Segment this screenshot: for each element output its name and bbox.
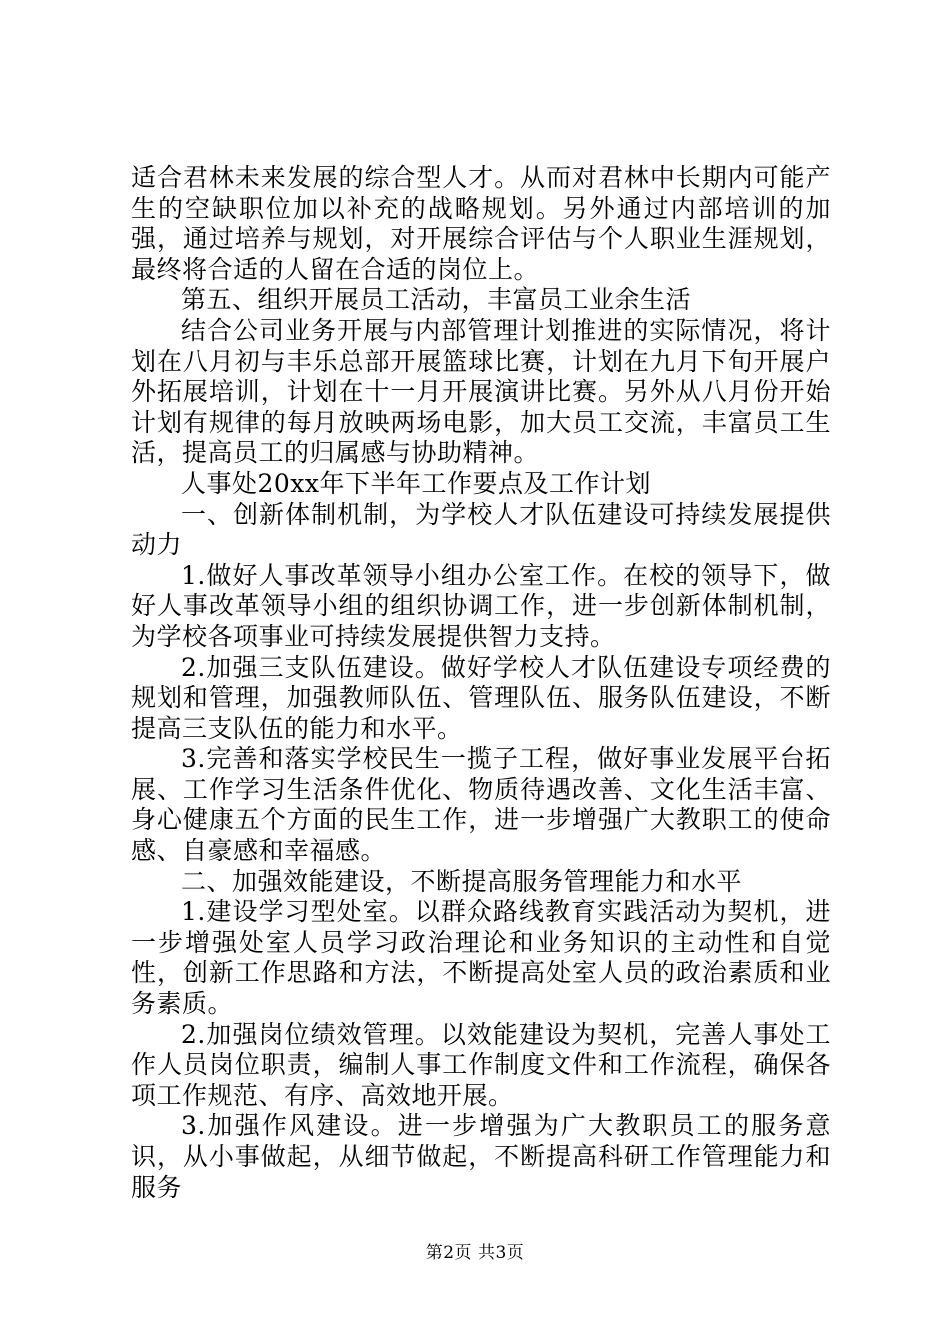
section-heading-one: 一、创新体制机制，为学校人才队伍建设可持续发展提供动力 bbox=[131, 499, 831, 560]
list-item-1-2: 2.加强三支队伍建设。做好学校人才队伍建设专项经费的规划和管理，加强教师队伍、管理队伍、服务队伍建设，不断提高三支队伍的能力和水平。 bbox=[131, 652, 831, 743]
document-body bbox=[131, 163, 831, 1203]
document-title: 人事处20xx年下半年工作要点及工作计划 bbox=[181, 468, 652, 498]
list-item-1-1: 1.做好人事改革领导小组办公室工作。在校的领导下，做好人事改革领导小组的组织协调工作，进一步创新体制机制，为学校各项事业可持续发展提供智力支持。 bbox=[131, 560, 831, 651]
paragraph-1: 适合君林未来发展的综合型人才。从而对君林中长期内可能产生的空缺职位加以补充的战略规划。另外通过内部培训的加强，通过培养与规划，对开展综合评估与个人职业生涯规划，最终将合适的人留在合适的岗位上。 bbox=[131, 163, 831, 284]
list-item-2-2: 2.加强岗位绩效管理。以效能建设为契机，完善人事处工作人员岗位职责，编制人事工作制度文件和工作流程，确保各项工作规范、有序、高效地开展。 bbox=[131, 1019, 831, 1110]
page-number-label: 第2页 共3页 bbox=[425, 1243, 525, 1263]
section-heading-two: 二、加强效能建设，不断提高服务管理能力和水平 bbox=[181, 866, 743, 896]
page-footer bbox=[0, 1242, 950, 1264]
list-item-2-3: 3.加强作风建设。进一步增强为广大教职员工的服务意识，从小事做起，从细节做起，不断提高科研工作管理能力和服务 bbox=[131, 1111, 831, 1202]
list-item-2-1: 1.建设学习型处室。以群众路线教育实践活动为契机，进一步增强处室人员学习政治理论和业务知识的主动性和自觉性，创新工作思路和方法，不断提高处室人员的政治素质和业务素质。 bbox=[131, 897, 831, 1019]
paragraph-3: 结合公司业务开展与内部管理计划推进的实际情况，将计划在八月初与丰乐总部开展篮球比赛，计划在九月下旬开展户外拓展培训，计划在十一月开展演讲比赛。另外从八月份开始计划有规律的每月放映两场电影，加大员工交流，丰富员工生活，提高员工的归属感与协助精神。 bbox=[131, 315, 831, 468]
list-item-1-3: 3.完善和落实学校民生一揽子工程，做好事业发展平台拓展、工作学习生活条件优化、物质待遇改善、文化生活丰富、身心健康五个方面的民生工作，进一步增强广大教职工的使命感、自豪感和幸福感。 bbox=[131, 744, 831, 866]
section-heading-fifth: 第五、组织开展员工活动，丰富员工业余生活 bbox=[181, 285, 692, 315]
